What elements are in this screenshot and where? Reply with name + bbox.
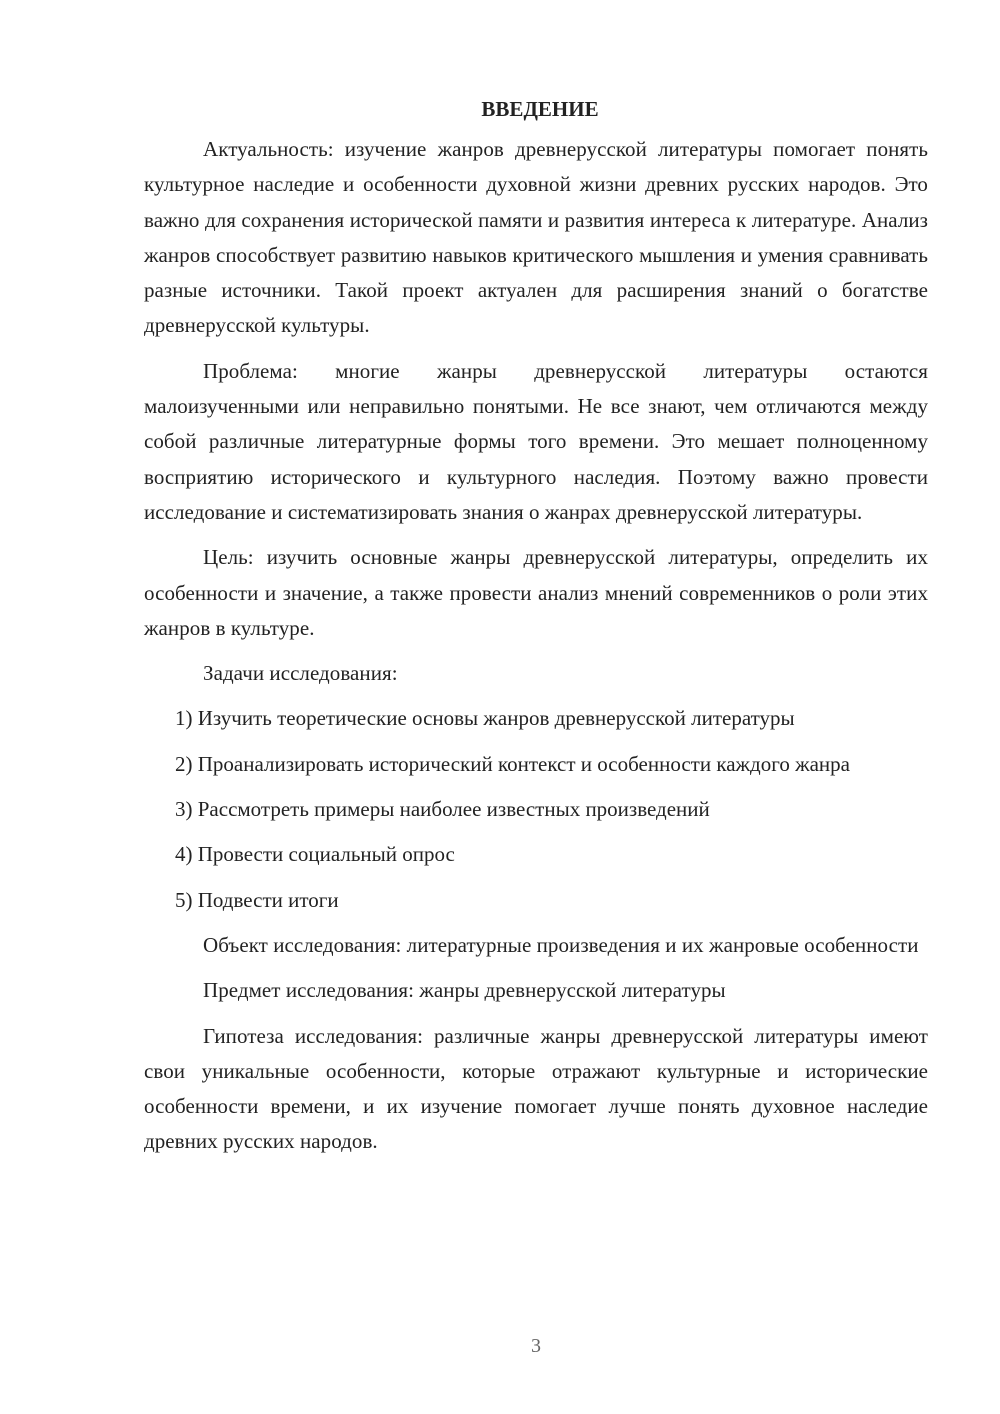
- relevance-paragraph: Актуальность: изучение жанров древнерусской литературы помогает понять культурное наследие и особенности духовной жизни древних русских народов. Это важно для сохранения исторической памяти и развития интереса к литературе. Анализ жанров способствует развитию навыков критического мышления и умения сравнивать разные источники. Такой проект актуален для расширения знаний о богатстве древнерусской культуры.: [144, 137, 928, 338]
- task-item-2: 2) Проанализировать исторический контекст и особенности каждого жанра: [175, 751, 850, 776]
- task-item-3: 3) Рассмотреть примеры наиболее известных произведений: [175, 797, 710, 822]
- page-number: 3: [531, 1335, 541, 1357]
- task-item-5: 5) Подвести итоги: [175, 887, 339, 912]
- subject-paragraph: Предмет исследования: жанры древнерусской литературы: [203, 978, 726, 1003]
- goal-paragraph: Цель: изучить основные жанры древнерусской литературы, определить их особенности и значение, а также провести анализ мнений современников о роли этих жанров в культуре.: [144, 545, 928, 640]
- hypothesis-paragraph: Гипотеза исследования: различные жанры древнерусской литературы имеют свои уникальные особенности, которые отражают культурные и исторические особенности времени, и их изучение помогает лучше понять духовное наследие древних русских народов.: [144, 1023, 928, 1154]
- tasks-title: Задачи исследования:: [203, 661, 398, 686]
- problem-paragraph: Проблема: многие жанры древнерусской литературы остаются малоизученными или неправильно понятыми. Не все знают, чем отличаются между собой различные литературные формы того времени. Это мешает полноценному восприятию исторического и культурного наследия. Поэтому важно провести исследование и систематизировать знания о жанрах древнерусской литературы.: [144, 358, 928, 524]
- task-item-1: 1) Изучить теоретические основы жанров древнерусской литературы: [175, 706, 795, 731]
- page-content: [144, 92, 928, 1170]
- object-paragraph: Объект исследования: литературные произведения и их жанровые особенности: [203, 932, 919, 957]
- task-item-4: 4) Провести социальный опрос: [175, 842, 455, 867]
- section-heading: ВВЕДЕНИЕ: [481, 97, 599, 121]
